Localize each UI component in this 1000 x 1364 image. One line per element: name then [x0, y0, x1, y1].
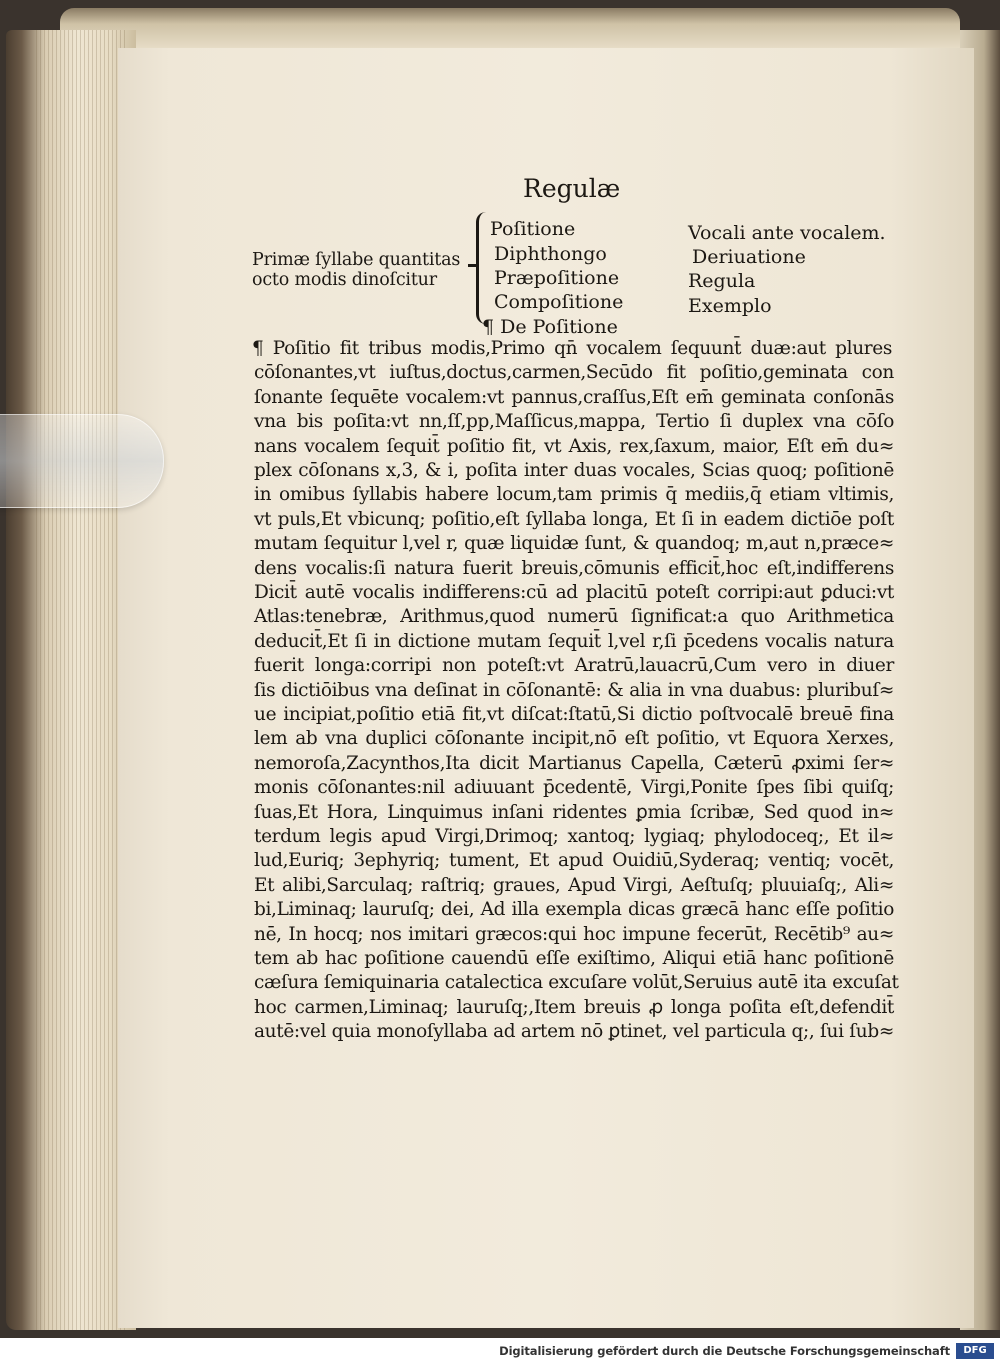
body-line: lem ab vna duplici cōſonante incipit,nō eſt poſitio, vt Equora Xerxes, [254, 728, 894, 750]
body-line: deducit̄,Et ſi in dictione mutam ſequit̄ l,vel r,ſi p̄cedens vocalis natura [254, 630, 894, 652]
body-line: hoc carmen,Liminaq; lauruſq;,Item breuis ꝓ longa poſita eſt,defendit̄ [254, 996, 894, 1018]
body-line: Atlas:tenebræ, Arithmus,quod numerū ſignificat:a quo Arithmetica [254, 606, 894, 628]
body-line: mutam ſequitur l,vel r, quæ liquidæ ſunt, & quandoq; m,aut n,præce≈ [254, 533, 894, 555]
body-line: ſuas,Et Hora, Linquimus inſani ridentes ꝑmia ſcribæ, Sed quod in≈ [254, 801, 894, 823]
body-line: ue incipiat,poſitio etiā fit,vt diſcat:ſtatū,Si dictio poſtvocalē breuē fina [254, 704, 894, 725]
left-label-line-1: Primæ ſyllabe quantitas [252, 250, 461, 270]
footer-bar [0, 1338, 1000, 1364]
curly-brace-tip [468, 264, 478, 267]
page-stack-edge [6, 30, 136, 1330]
body-line: dens vocalis:ſi natura fuerit breuis,cōmunis efficit̄,hoc eſt,indifferens [254, 557, 894, 579]
right-item-1: Vocali ante vocalem. [688, 222, 886, 244]
body-line: nē, In hocq; nos imitari græcos:qui hoc impune fecerūt, Recētib⁹ au≈ [254, 923, 894, 945]
dfg-logo-icon: DFG [956, 1343, 994, 1359]
body-line: nans vocalem ſequit̄ poſitio fit, vt Axis, rex,ſaxum, maior, Eſt em̄ du≈ [254, 435, 894, 457]
body-line: autē:vel quia monoſyllaba ad artem nō ꝑtinet, vel particula q;, ſui ſub≈ [254, 1021, 894, 1043]
right-item-4: Exemplo [688, 295, 772, 317]
middle-item-3: Præpoſitione [494, 267, 620, 289]
middle-item-4: Compoſitione [494, 291, 624, 313]
plastic-ruler [0, 414, 164, 508]
body-line: monis cōſonantes:nil adiuuant p̄cedentē, Virgi,Ponite ſpes ſibi quiſq; [254, 777, 894, 799]
body-line: Dicit̄ autē vocalis indifferens:cū ad placitū poteſt corripi:aut ꝑduci:vt [254, 582, 894, 603]
left-label-line-2: octo modis dinoſcitur [252, 270, 437, 290]
middle-item-5: ¶ De Poſitione [482, 316, 618, 338]
body-line: vt puls,Et vbicunq; poſitio,eſt ſyllaba longa, Et ſi in eadem dictiōe poſt [254, 508, 894, 530]
middle-item-2: Diphthongo [494, 243, 607, 265]
body-line: ſonante ſequēte vocalem:vt pannus,craſſus,Eſt em̄ geminata conſonās [254, 386, 894, 408]
body-line: terdum legis apud Virgi,Drimoq; xantoq; lygiaq; phylodoceq;, Et il≈ [254, 826, 894, 847]
body-line: nemoroſa,Zacynthos,Ita dicit Martianus Capella, Cæterū ꝓximi ſer≈ [254, 752, 894, 774]
body-line: vna bis poſita:vt nn,ſſ,pp,Maſſicus,mappa, Tertio ſi duplex vna cōſo [254, 411, 894, 433]
body-line: ¶ Poſitio fit tribus modis,Primo qn̄ vocalem ſequunt̄ duæ:aut plures [252, 338, 892, 359]
body-line: in omibus ſyllabis habere locum,tam primis q̄ mediis,q̄ etiam vltimis, [254, 484, 894, 506]
body-line: Et alibi,Sarculaq; raſtriq; graues, Apud Virgi, Aeſtuſq; pluuiaſq;, Ali≈ [254, 874, 894, 896]
middle-item-1: Poſitione [490, 218, 576, 240]
right-item-3: Regula [688, 270, 756, 292]
body-line: plex cōſonans x,3, & i, poſita inter duas vocales, Scias quoq; poſitionē [254, 460, 894, 481]
body-line: cæſura ſemiquinaria catalectica excuſare volūt,Seruius autē ita excuſat [254, 972, 899, 994]
right-item-2: Deriuatione [692, 246, 806, 268]
body-line: lud,Euriq; 3ephyriq; tument, Et apud Ouidiū,Syderaq; ventiq; vocēt, [254, 850, 894, 872]
page-heading: Regulæ [523, 174, 621, 203]
body-line: cōſonantes,vt iuſtus,doctus,carmen,Secūdo fit poſitio,geminata con [254, 362, 894, 384]
body-line: tem ab hac poſitione cauendū eſſe exiſtimo, Aliqui etiā hanc poſitionē [254, 948, 894, 969]
footer-credit: Digitalisierung gefördert durch die Deutsche Forschungsgemeinschaft [499, 1344, 950, 1358]
body-line: ſis dictiōibus vna deſinat in cōſonantē: & alia in vna duabus: pluribuſ≈ [254, 679, 894, 701]
body-line: bi,Liminaq; lauruſq; dei, Ad illa exempla dicas græcā hanc eſſe poſitio [254, 899, 894, 921]
body-line: fuerit longa:corripi non poteſt:vt Aratrū,lauacrū,Cum vero in diuer [254, 655, 894, 677]
book-top-edge [60, 8, 960, 48]
